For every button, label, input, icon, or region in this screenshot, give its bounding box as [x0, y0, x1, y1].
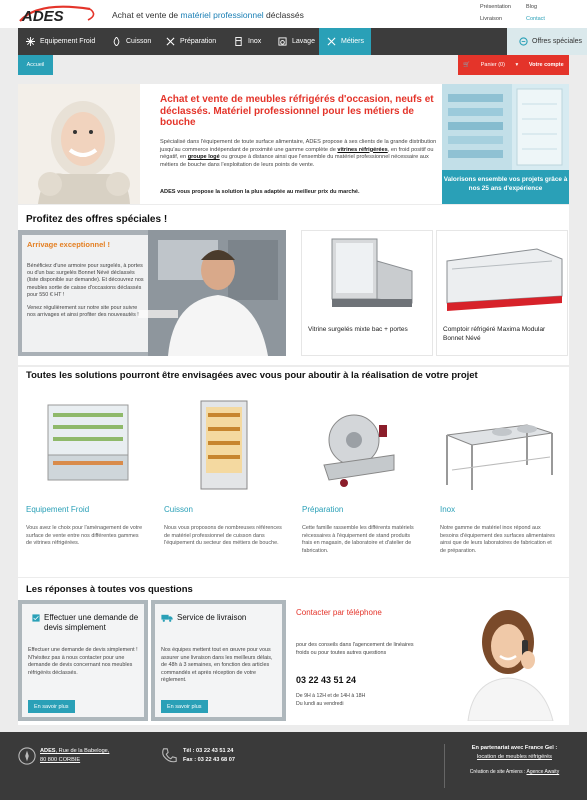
rotisserie-image	[156, 395, 286, 495]
top-links	[472, 0, 587, 28]
user-icon: ▾	[515, 62, 519, 68]
delivery-text: Nos équipes mettent tout en œuvre pour vous assurer une livraison dans les meilleurs délais, de 48h à 3 semaines, en fonction des articles commandés et après réception de votre règlement.	[161, 647, 273, 684]
nav-offres-speciales[interactable]	[507, 28, 587, 55]
intro-text-1: Spécialisé dans l'équipement de toute surface alimentaire, ADES propose à ses clients de la grande distribution jusqu'au commerce indépendant de proximité une gamme complète de	[160, 139, 437, 153]
tagline-pre: Achat et vente de	[112, 10, 181, 20]
solution-text: Notre gamme de matériel inox répond aux besoins d'équipement des surfaces alimentaires ainsi que de leurs laboratoires de fabrication et de préparation.	[440, 525, 555, 554]
inox-sink-image	[432, 395, 562, 495]
flame-icon	[112, 37, 121, 46]
slicer-image	[294, 395, 424, 495]
sub-bar	[18, 55, 569, 75]
quote-card	[22, 604, 144, 717]
ades-logo[interactable]	[18, 3, 100, 25]
intro-title: Achat et vente de meubles réfrigérés d'occasion, neufs et déclassés. Matériel professionnel pour les métiers de bouche	[160, 94, 434, 128]
solution-card[interactable]	[432, 395, 562, 573]
intro-text-3: ou groupe à distance ainsi que l'ensemble du matériel professionnel nécessaire aux métiers de bouche dans l'exploitation de leurs points de vente.	[160, 154, 429, 168]
cart-bar	[458, 55, 569, 75]
nav-cuisson[interactable]	[104, 28, 158, 55]
offres-label: Offres spéciales	[532, 38, 583, 45]
supermarket-fridge-image	[442, 84, 569, 170]
footer-city: 80 800 CORBIE	[40, 757, 81, 763]
phone-box	[288, 600, 568, 721]
tag-icon	[519, 37, 528, 46]
logo-text: ADES	[22, 8, 64, 25]
intro-text-2: , en froid positif ou négatif, en	[160, 146, 434, 161]
cart-button[interactable]: Panier (0)	[480, 62, 505, 68]
snowflake-icon	[26, 37, 35, 46]
fridge-icon	[234, 37, 243, 46]
solution-text: Vous avez le choix pour l'aménagement de votre surface de vente entre nos différentes gammes de vitrines réfrigérées.	[26, 525, 143, 546]
phone-hours	[296, 693, 416, 708]
quote-more-button[interactable]: En savoir plus	[28, 700, 75, 713]
footer-tel[interactable]: Tél : 03 22 43 51 24	[183, 748, 234, 754]
phone-text: pour des conseils dans l'agencement de linéaires froids ou pour toutes autres questions	[296, 642, 414, 656]
nav-label: Inox	[248, 38, 262, 45]
intro-bold: ADES vous propose la solution la plus adaptée au meilleur prix du marché.	[160, 189, 360, 195]
phone-number[interactable]: 03 22 43 51 24	[296, 675, 357, 685]
solutions-section	[18, 367, 569, 577]
nav-equipement-froid[interactable]	[18, 28, 104, 55]
solution-card[interactable]	[156, 395, 286, 573]
freezer-vitrine-image	[302, 231, 432, 319]
intro-section	[18, 84, 569, 204]
arrival-text-1: Bénéficiez d'une armoire pour surgelés, à portes ou d'un bac surgelés Bonnet Névé déclassés (liste disponible sur demande). Et découvrez nos meubles sortie de caisse d'occasions déclassés pour 550 € HT !	[27, 263, 144, 298]
dishwasher-icon	[278, 37, 287, 46]
solution-card[interactable]	[294, 395, 424, 573]
link-contact[interactable]: Contact	[526, 16, 545, 22]
footer-partner	[452, 744, 577, 777]
chef-banner[interactable]	[18, 230, 286, 356]
arrival-text-2: Venez régulièrement sur notre site pour suivre nos arrivages et ainsi profiter des nouveautés !	[27, 305, 139, 319]
tools-icon	[327, 37, 336, 46]
site-tagline	[112, 10, 304, 20]
quote-box	[18, 600, 148, 721]
link-presentation[interactable]: Présentation	[480, 4, 511, 10]
breadcrumb-accueil[interactable]: Accueil	[18, 55, 53, 75]
solution-name[interactable]: Préparation	[302, 505, 344, 514]
delivery-card	[155, 604, 282, 717]
phone-hours-2: Du lundi au vendredi	[296, 700, 344, 707]
main-nav	[18, 28, 583, 55]
phone-icon	[160, 747, 178, 765]
counter-refrigerated-image	[437, 231, 567, 319]
nav-label: Métiers	[341, 38, 364, 45]
account-button[interactable]: Votre compte	[528, 62, 564, 68]
experience-caption: Valorisons ensemble vos projets grâce à nos 25 ans d'expérience	[443, 176, 568, 192]
smiling-girl-image	[18, 84, 140, 204]
footer-contact	[183, 747, 235, 765]
cart-icon: 🛒	[463, 62, 471, 68]
compass-icon	[18, 747, 36, 765]
solutions-title: Toutes les solutions pourront être envisagées avec vous pour aboutir à la réalisation de votre projet	[26, 370, 478, 381]
nav-lavage[interactable]	[270, 28, 318, 55]
solution-card[interactable]	[18, 395, 148, 573]
product-name: Comptoir réfrigéré Maxima Modular Bonnet Névé	[443, 326, 546, 342]
nav-preparation[interactable]	[158, 28, 226, 55]
partner-title: En partenariat avec France Gel :	[471, 745, 558, 751]
header	[0, 0, 587, 28]
link-vitrines-refrigerees[interactable]: vitrines réfrigérées	[337, 146, 388, 153]
phone-woman-image	[438, 600, 568, 721]
arrival-card	[22, 235, 148, 352]
solution-name[interactable]: Equipement Froid	[26, 505, 90, 514]
questions-title: Les réponses à toutes vos questions	[26, 584, 193, 595]
product-card[interactable]	[436, 230, 568, 356]
delivery-title: Service de livraison	[177, 613, 247, 622]
nav-label: Equipement Froid	[40, 38, 96, 45]
intro-text	[160, 139, 440, 169]
experience-box[interactable]	[442, 84, 569, 204]
questions-section	[18, 578, 569, 725]
quote-text: Effectuer une demande de devis simplement ! N'hésitez pas à nous contacter pour une demande de devis concernant nos meubles réfrigérés déclassés.	[28, 647, 138, 676]
utensils-icon	[166, 37, 175, 46]
vitrine-froid-image	[18, 395, 148, 495]
nav-metiers[interactable]	[319, 28, 371, 55]
solution-text: Nous vous proposons de nombreuses références de matériel professionnel de cuisson dans l'équipement du secteur des métiers de bouche.	[164, 525, 282, 546]
link-livraison[interactable]: Livraison	[480, 16, 503, 22]
phone-hours-1: De 9H à 12H et de 14H à 18H	[296, 693, 366, 699]
truck-icon	[161, 614, 173, 622]
footer-fax: Fax : 03 22 43 68 07	[183, 757, 235, 763]
delivery-more-button[interactable]: En savoir plus	[161, 700, 208, 713]
nav-label: Préparation	[180, 38, 217, 45]
footer-company[interactable]: ADES	[40, 748, 56, 754]
product-name: Vitrine surgelés mixte bac + portes	[308, 326, 408, 333]
phone-title: Contacter par téléphone	[296, 608, 382, 617]
solution-name[interactable]: Inox	[440, 505, 456, 514]
nav-inox[interactable]	[226, 28, 270, 55]
credit-pre: Création de site Amiens :	[469, 769, 527, 775]
footer-address	[40, 747, 109, 765]
checkbox-icon	[32, 614, 40, 622]
arrival-title: Arrivage exceptionnel !	[27, 240, 110, 249]
footer-divider	[444, 744, 445, 788]
solution-text: Cette famille rassemble les différents matériels nécessaires à l'équipement de stand produits frais en magasin, de laboratoire et d'atelier de fabrication.	[302, 525, 414, 554]
credit-link[interactable]: Agence Awaity	[526, 769, 560, 775]
arrival-text	[27, 263, 147, 319]
tagline-post: déclassés	[263, 10, 304, 20]
footer-street: , Rue de la Babeloge,	[55, 748, 110, 754]
product-card[interactable]	[301, 230, 433, 356]
tagline-highlight: matériel professionnel	[180, 10, 264, 20]
footer	[0, 732, 587, 800]
offers-section	[18, 205, 569, 365]
nav-label: Lavage	[292, 38, 315, 45]
solution-name[interactable]: Cuisson	[164, 505, 193, 514]
link-groupe-loge[interactable]: groupe logé	[187, 154, 220, 161]
quote-title: Effectuer une demande de devis simplement	[44, 613, 139, 632]
partner-link[interactable]: location de meubles réfrigérés	[477, 754, 552, 760]
link-blog[interactable]: Blog	[526, 4, 538, 10]
nav-label: Cuisson	[126, 38, 152, 45]
delivery-box	[151, 600, 286, 721]
offers-title: Profitez des offres spéciales !	[26, 214, 168, 225]
